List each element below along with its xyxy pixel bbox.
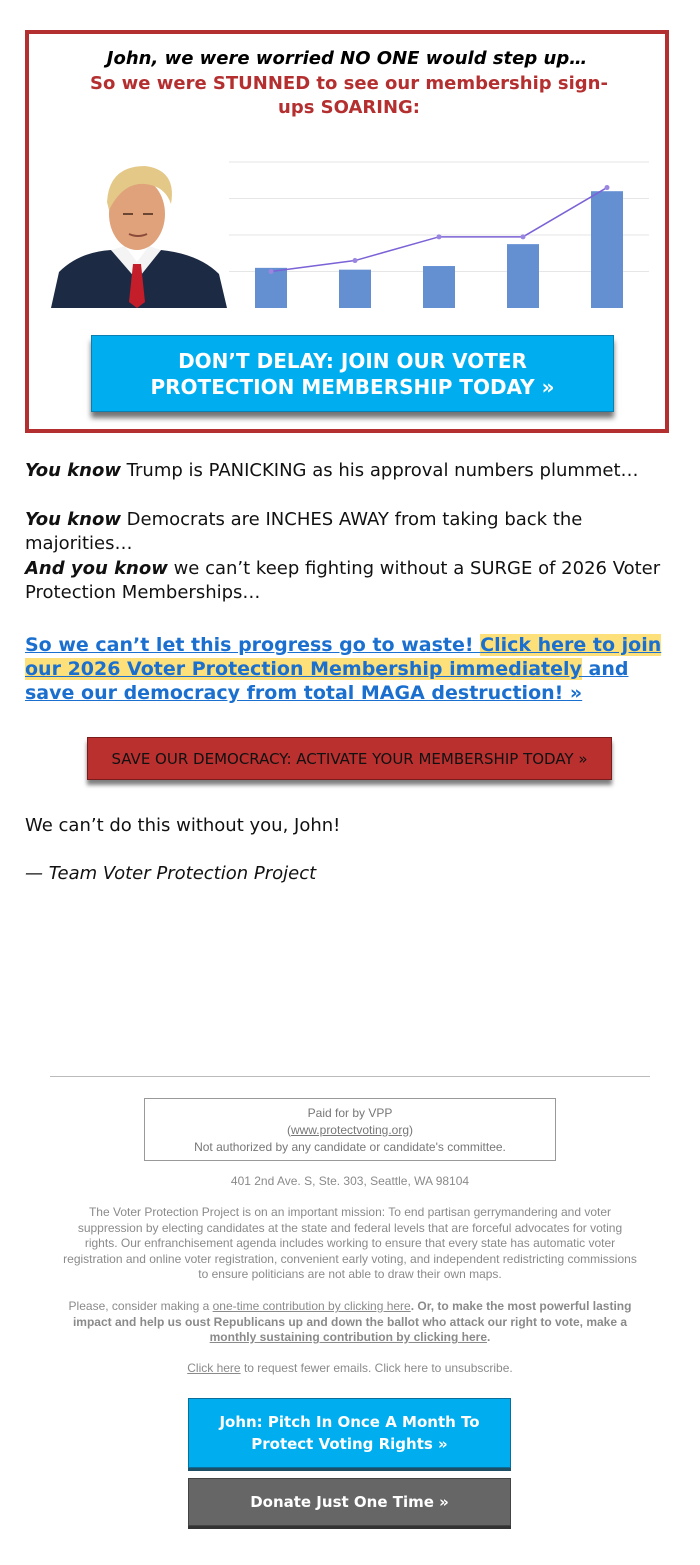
mission-statement: The Voter Protection Project is on an important mission: To end partisan gerrymandering and voter suppression by electing candidates at the state and federal levels that are forceful advocates for voting rights. Our enfranchisement agenda includes working to ensure that every state has automatic voter registration and online voter registration, convenient early voting, and independent redistricting commissions to ensure politicians are not able to draw their own maps. — [63, 1205, 637, 1281]
hero-subheadline: So we were STUNNED to see our membership sign-ups SOARING: — [90, 73, 608, 118]
closing-line: We can’t do this without you, John! — [25, 815, 341, 836]
join-link-paragraph — [25, 633, 665, 705]
chart-trend-point-2 — [353, 258, 358, 263]
unsubscribe-text: Click here to request fewer emails. Click here to unsubscribe. — [187, 1361, 513, 1375]
contribution-text: Please, consider making a one-time contribution by clicking here. Or, to make the most powerful lasting impact and help us oust Republicans up and down the ballot who attack our right to vote, make a monthly sustaining contribution by clicking here. — [68, 1299, 632, 1344]
trump-portrait-image — [49, 166, 227, 308]
paid-for-box — [144, 1098, 556, 1161]
paragraph-3-text: we can’t keep fighting without a SURGE of 2026 Voter Protection Memberships… — [25, 558, 661, 603]
chart-trend-point-3 — [437, 234, 442, 239]
hero-headline: John, we were worried NO ONE would step up… — [106, 48, 588, 69]
paragraph-3-lead: And you know — [25, 558, 168, 579]
chart-trend-point-4 — [521, 234, 526, 239]
paragraph-1-text: Trump is PANICKING as his approval numbers plummet… — [120, 460, 639, 481]
join-membership-link[interactable]: Click here to join our 2026 Voter Protection Membership immediately — [25, 634, 662, 680]
chart-trend-point-5 — [605, 185, 610, 190]
activate-membership-button[interactable]: SAVE OUR DEMOCRACY: ACTIVATE YOUR MEMBERSHIP TODAY » — [87, 737, 612, 780]
paragraph-2-lead: You know — [25, 509, 121, 530]
join-membership-button[interactable]: DON’T DELAY: JOIN OUR VOTER PROTECTION MEMBERSHIP TODAY » — [91, 335, 614, 412]
chart-bar-4 — [507, 244, 539, 308]
monthly-donation-button[interactable]: John: Pitch In Once A Month To Protect Voting Rights » — [188, 1398, 511, 1468]
footer-divider — [50, 1076, 650, 1077]
paragraph-2 — [25, 508, 665, 556]
one-time-donation-button[interactable]: Donate Just One Time » — [188, 1478, 511, 1526]
paid-for-line: Paid for by VPP — [307, 1106, 393, 1120]
paragraph-3 — [25, 557, 665, 605]
chart-bar-5 — [591, 191, 623, 308]
not-authorized-line: Not authorized by any candidate or candidate's committee. — [194, 1140, 506, 1154]
website-link[interactable]: www.protectvoting.org — [290, 1123, 410, 1137]
chart-trend-point-1 — [269, 269, 274, 274]
save-democracy-link[interactable]: and save our democracy from total MAGA destruction! » — [25, 658, 629, 704]
monthly-contribution-link[interactable]: monthly sustaining contribution by clicking here — [209, 1330, 487, 1344]
paragraph-1 — [25, 459, 665, 483]
website-line: (www.protectvoting.org) — [286, 1123, 414, 1137]
chart-gridlines — [229, 162, 649, 272]
fewer-emails-link[interactable]: Click here — [187, 1361, 241, 1375]
progress-link[interactable]: So we can’t let this progress go to waste! — [25, 634, 481, 656]
address: 401 2nd Ave. S, Ste. 303, Seattle, WA 98104 — [230, 1174, 470, 1188]
chart-area — [49, 152, 649, 312]
chart-bar-2 — [339, 270, 371, 308]
signature: — Team Voter Protection Project — [25, 863, 317, 884]
one-time-contribution-link[interactable]: one-time contribution by clicking here — [212, 1299, 411, 1313]
chart-trend-line — [271, 188, 607, 272]
paragraph-1-lead: You know — [25, 460, 121, 481]
chart-bar-3 — [423, 266, 455, 308]
paragraph-2-text: Democrats are INCHES AWAY from taking back the majorities… — [25, 509, 583, 554]
hero-box — [25, 30, 669, 433]
